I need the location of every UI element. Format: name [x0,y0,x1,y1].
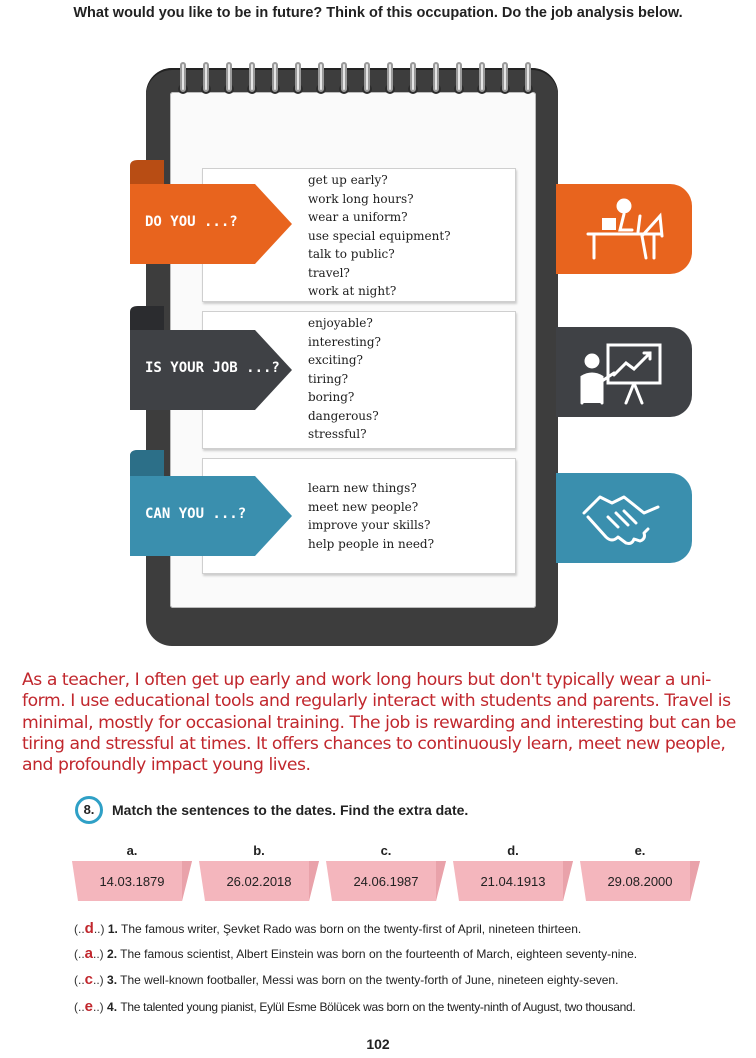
list-item: work at night? [308,284,397,298]
icon-tab-dark [556,327,692,417]
list-item: travel? [308,265,350,280]
sentence-text: The famous scientist, Albert Einstein was born on the fourteenth of March, eighteen seventy-nine. [120,947,638,961]
list-item: stressful? [308,427,367,441]
sentence-number: 3. [107,973,118,987]
binding-ring [318,62,324,92]
answer-blank[interactable]: e [84,998,94,1015]
desk-worker-icon [580,196,670,266]
binding-ring [180,62,186,92]
paragraph-line: minimal, mostly for occasional training. The job is rewarding and interesting but can be [22,712,736,733]
section-tab-do-you [130,184,295,264]
paragraph-line: tiring and stressful at times. It offers chances to continuously learn, meet new people, [22,733,726,754]
exercise-instruction: Match the sentences to the dates. Find the extra date. [112,802,469,818]
presentation-chart-icon [578,337,668,409]
list-item: help people in need? [308,536,435,551]
binding-ring [249,62,255,92]
list-item: meet new people? [308,499,419,514]
answer-paragraph [22,670,746,776]
list-item: wear a uniform? [308,210,408,224]
date-card-e [580,833,700,901]
sentence-text: The famous writer, Şevket Rado was born on the twenty-first of April, nineteen thirteen. [120,922,582,936]
list-item: interesting? [308,334,381,349]
sentence-1: (..d..) 1. The famous writer, Şevket Rado was born on the twenty-first of April, nineteen thirteen. [74,920,582,937]
list-item: exciting? [308,353,363,367]
binding-ring [456,62,462,92]
section-tab-is-your-job [130,330,295,410]
sentence-4: (..e..) 4. The talented young pianist, Eylül Esme Bölücek was born on the twenty-ninth of August, two thousand. [74,998,636,1015]
date-value: 21.04.1913 [480,874,546,889]
date-card-b [199,833,319,901]
list-item: talk to public? [308,247,395,261]
question-list-is-your-job [308,314,381,444]
list-item: get up early? [308,173,388,187]
list-item: tiring? [308,371,349,386]
sentence-text: The talented young pianist, Eylül Esme Bölücek was born on the twenty-ninth of August, two thousand. [120,1000,636,1014]
date-value: 26.02.2018 [226,874,292,889]
date-value: 29.08.2000 [607,874,673,889]
list-item: dangerous? [308,408,379,423]
paragraph-line: form. I use educational tools and regularly interact with students and parents. Travel is [22,691,731,712]
date-letter: c. [380,843,392,858]
binding-ring [387,62,393,92]
list-item: boring? [308,390,355,404]
question-list-can-you [308,479,434,553]
question-list-do-you [308,171,451,301]
list-item: enjoyable? [308,316,373,330]
binding-ring [479,62,485,92]
binding-ring [410,62,416,92]
sentence-number: 4. [107,1000,118,1014]
binding-ring [525,62,531,92]
icon-tab-blue [556,473,692,563]
date-value: 14.03.1879 [99,874,165,889]
sentence-text: The well-known footballer, Messi was born on the twenty-forth of June, nineteen eighty-seven. [120,973,619,987]
binding-ring [295,62,301,92]
binding-ring [272,62,278,92]
sentence-number: 2. [107,947,118,961]
list-item: work long hours? [308,191,414,206]
date-letter: a. [126,843,138,858]
date-letter: d. [507,843,519,858]
list-item: improve your skills? [308,518,431,532]
answer-blank[interactable]: a [84,945,94,962]
list-item: use special equipment? [308,228,451,243]
binding-ring [502,62,508,92]
date-card-a [72,833,192,901]
answer-blank[interactable]: d [84,920,94,937]
date-card-c [326,833,446,901]
section-label: DO YOU ...? [145,214,238,230]
paragraph-line: As a teacher, I often get up early and work long hours but don't typically wear a uni- [22,670,711,690]
section-tab-can-you [130,476,295,556]
binding-ring [203,62,209,92]
sentence-2: (..a..) 2. The famous scientist, Albert Einstein was born on the fourteenth of March, eighteen seventy-nine. [74,945,638,962]
date-card-d [453,833,573,901]
date-value: 24.06.1987 [353,874,419,889]
handshake-icon [578,483,668,555]
answer-blank[interactable]: c [84,971,94,988]
list-item: learn new things? [308,481,417,495]
binding-ring [433,62,439,92]
date-letter: b. [253,843,265,858]
paragraph-line: and profoundly impact young lives. [22,755,311,776]
icon-tab-orange [556,184,692,274]
exercise-number-badge: 8. [75,796,103,824]
sentence-3: (..c..) 3. The well-known footballer, Messi was born on the twenty-forth of June, nineteen eighty-seven. [74,971,619,988]
top-instruction: What would you like to be in future? Think of this occupation. Do the job analysis below. [73,5,683,21]
binding-ring [364,62,370,92]
date-letter: e. [634,843,646,858]
sentence-number: 1. [107,922,118,936]
page-number: 102 [366,1036,390,1052]
binding-ring [341,62,347,92]
binding-ring [226,62,232,92]
section-label: CAN YOU ...? [145,506,247,522]
section-label: IS YOUR JOB ...? [145,360,280,376]
